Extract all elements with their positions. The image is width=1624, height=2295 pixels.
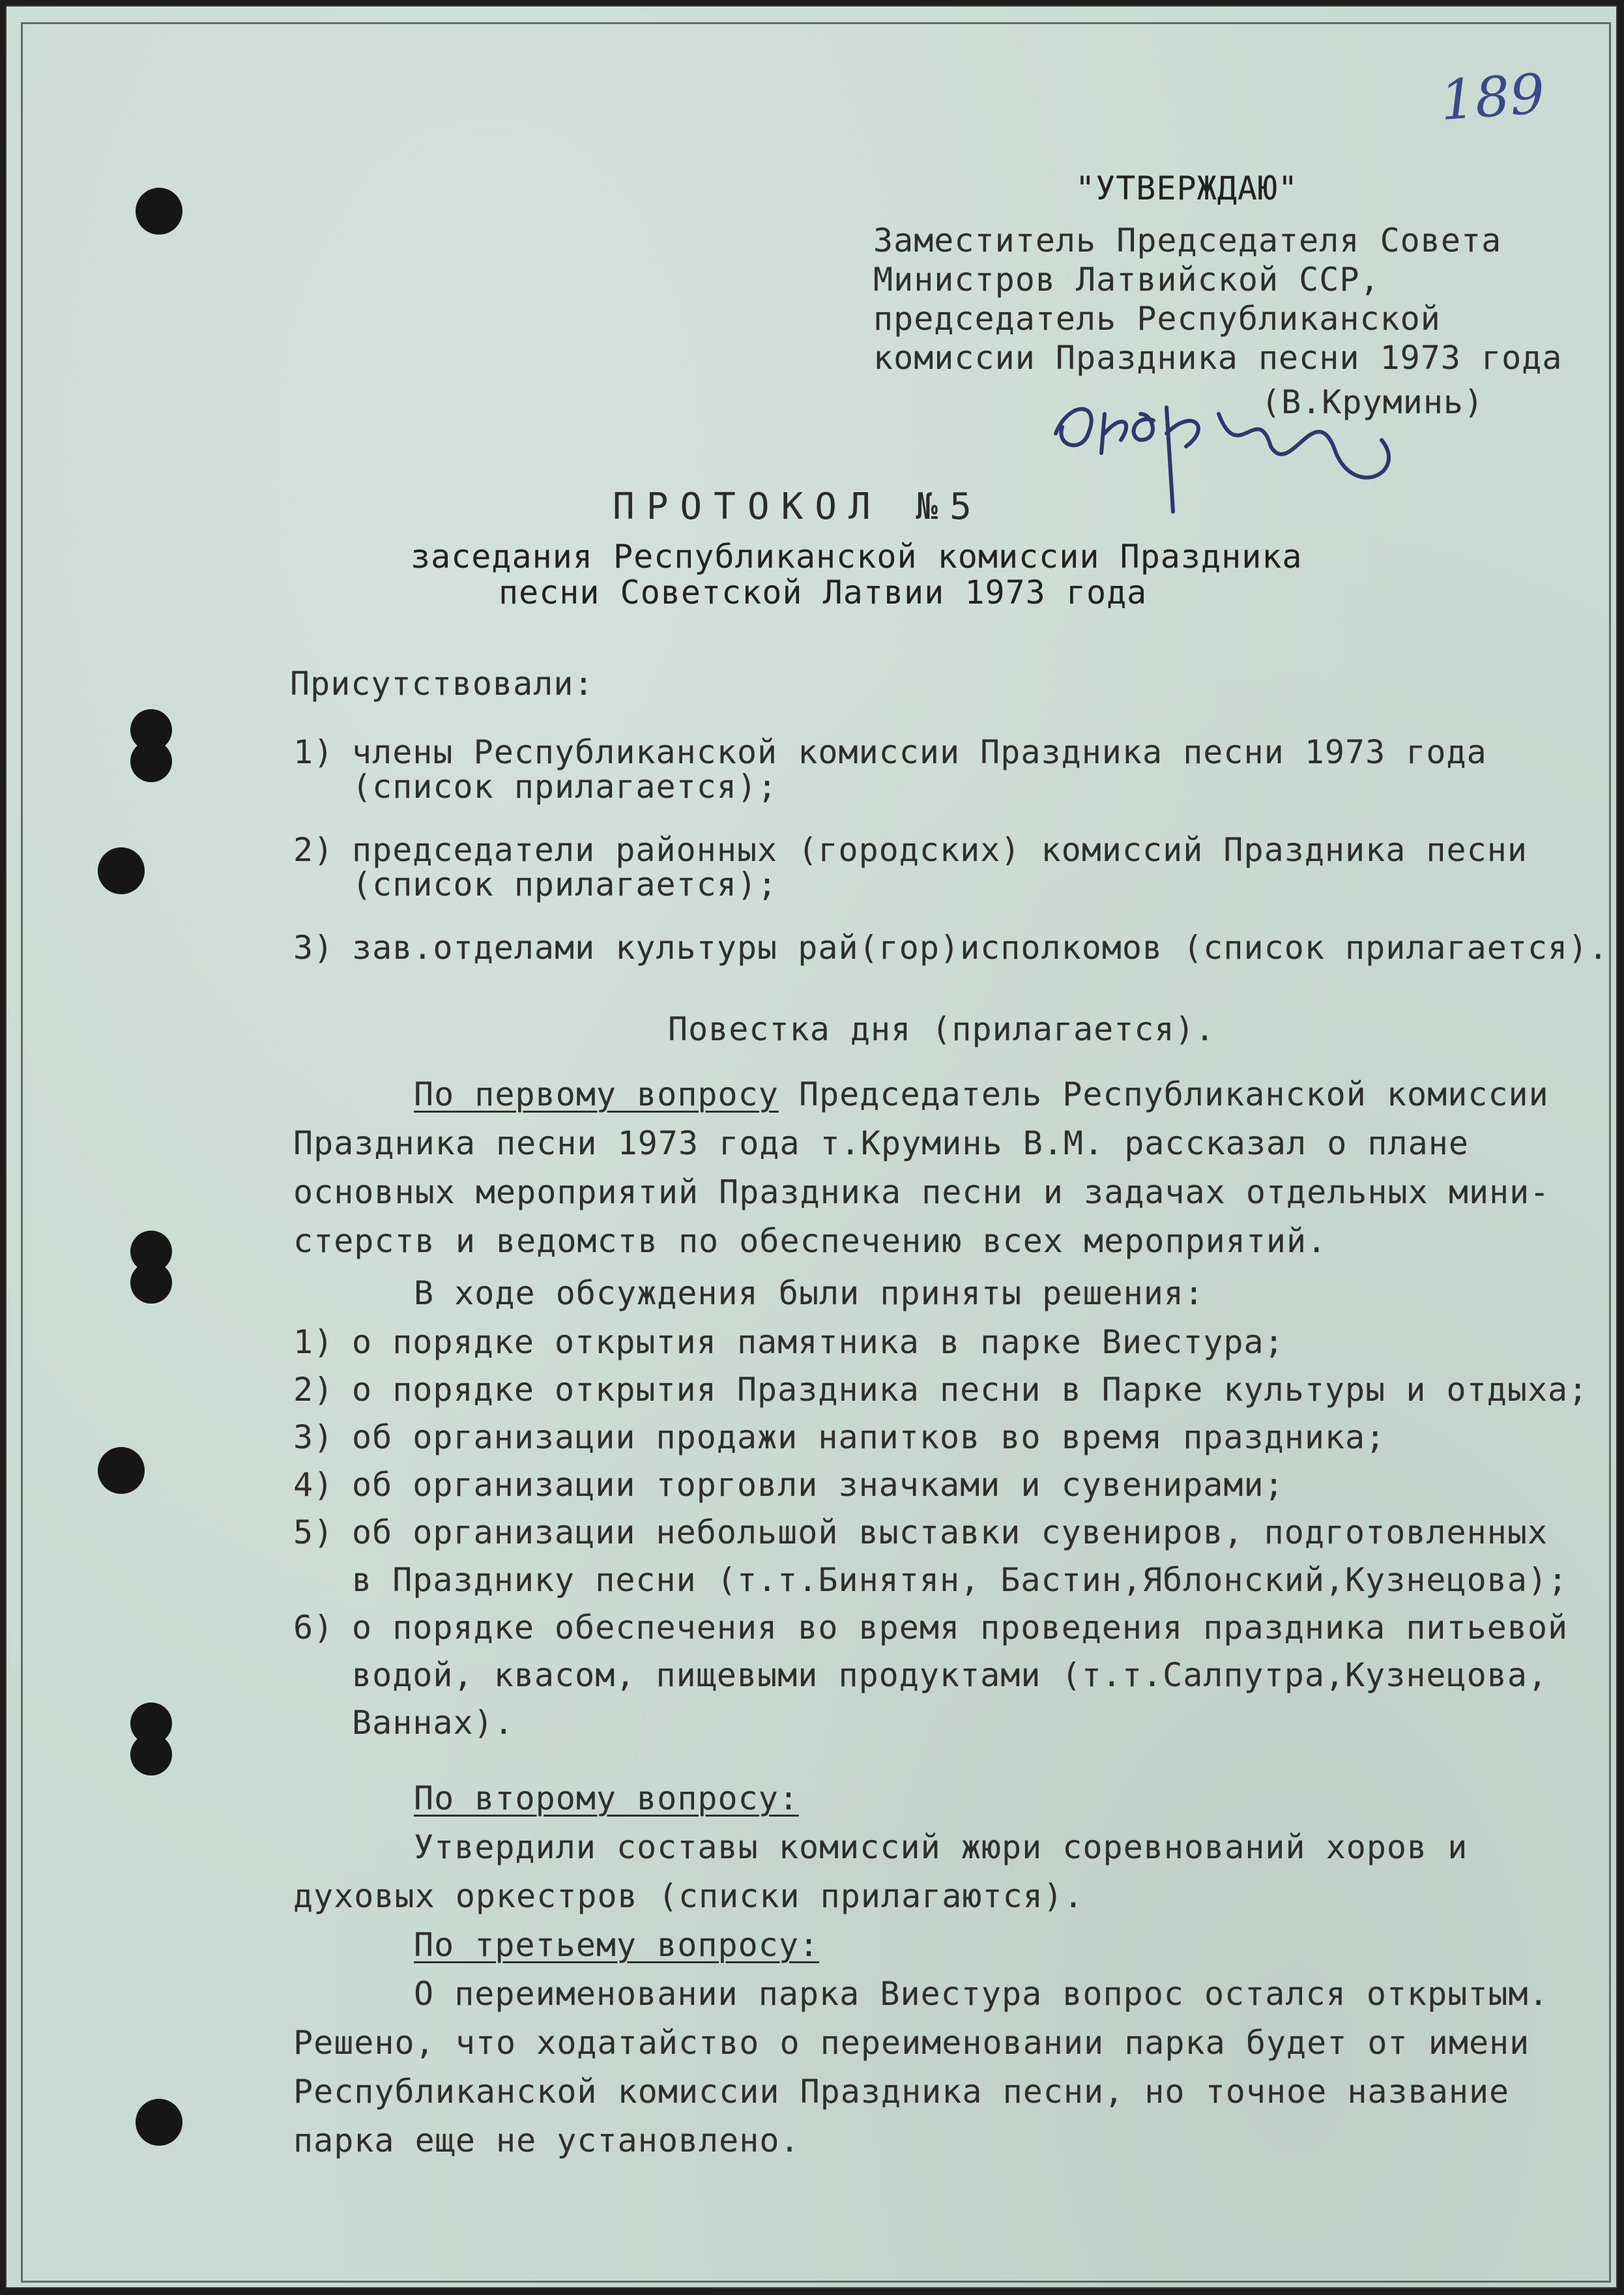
punch-hole	[130, 1262, 172, 1304]
agenda-line: Повестка дня (прилагается).	[668, 1010, 1215, 1048]
decision-number: 4)	[293, 1466, 334, 1504]
document-page	[5, 5, 1617, 2288]
q3-line: Республиканской комиссии Праздника песни, но точное название	[293, 2073, 1510, 2111]
punch-hole	[130, 740, 172, 782]
q3-heading: По третьему вопросу:	[414, 1926, 820, 1964]
decision-number: 3)	[293, 1418, 334, 1456]
document-title: ПРОТОКОЛ №5	[613, 486, 983, 528]
q3-line: парка еще не установлено.	[293, 2122, 800, 2159]
document-subtitle: песни Советской Латвии 1973 года	[499, 574, 1148, 611]
q2-line: Утвердили составы комиссий жюри соревнований хоров и	[414, 1828, 1468, 1866]
punch-hole	[98, 847, 145, 894]
punch-hole	[130, 1734, 172, 1776]
present-item-number: 3)	[293, 929, 334, 967]
approval-line: Министров Латвийской ССР,	[873, 261, 1380, 299]
q2-heading: По второму вопросу:	[414, 1779, 799, 1817]
decision-text: о порядке открытия Праздника песни в Парке культуры и отдыха;	[352, 1371, 1589, 1409]
document-subtitle: заседания Республиканской комиссии Праздника	[411, 538, 1303, 576]
q1-line: Праздника песни 1973 года т.Круминь В.М. рассказал о плане	[293, 1124, 1469, 1162]
present-item-text: члены Республиканской комиссии Праздника песни 1973 года	[352, 733, 1487, 771]
q2-line: духовых оркестров (списки прилагаются).	[293, 1877, 1084, 1915]
punch-hole	[98, 1447, 145, 1494]
q1-line-text: Председатель Республиканской комиссии	[778, 1075, 1549, 1113]
approval-line: председатель Республиканской	[873, 300, 1441, 338]
present-item-text: (список прилагается);	[352, 866, 778, 903]
q1-heading: По первому вопросу	[414, 1075, 779, 1113]
punch-hole	[136, 2099, 182, 2146]
q1-line: стерств и ведомств по обеспечению всех мероприятий.	[293, 1222, 1327, 1260]
decision-text: об организации небольшой выставки сувениров, подготовленных	[352, 1513, 1548, 1551]
present-item-number: 1)	[293, 733, 334, 771]
approval-line: Заместитель Председателя Совета	[873, 222, 1502, 259]
decision-number: 1)	[293, 1323, 334, 1361]
present-item-text: зав.отделами культуры рай(гор)исполкомов (список прилагается).	[352, 929, 1609, 967]
q3-line: Решено, что ходатайство о переименовании парка будет от имени	[293, 2024, 1530, 2062]
punch-hole	[136, 188, 182, 235]
present-heading: Присутствовали:	[290, 665, 594, 703]
decision-text: водой, квасом, пищевыми продуктами (т.т.Салпутра,Кузнецова,	[352, 1656, 1548, 1694]
decision-text: об организации торговли значками и сувенирами;	[352, 1466, 1284, 1504]
approval-line: комиссии Праздника песни 1973 года	[873, 339, 1563, 377]
signatory-name: (В.Круминь)	[1261, 383, 1485, 421]
decision-number: 2)	[293, 1371, 334, 1409]
decision-text: в Празднику песни (т.т.Бинятян, Бастин,Яблонский,Кузнецова);	[352, 1561, 1569, 1599]
decision-text: об организации продажи напитков во время праздника;	[352, 1418, 1386, 1456]
decision-text: о порядке обеспечения во время проведения праздника питьевой	[352, 1609, 1569, 1646]
q1-first-line	[414, 1075, 1549, 1113]
decision-number: 5)	[293, 1513, 334, 1551]
q1-decisions-intro: В ходе обсуждения были приняты решения:	[414, 1274, 1204, 1312]
q3-line: О переименовании парка Виестура вопрос остался открытым.	[414, 1975, 1549, 2013]
decision-text: Ваннах).	[352, 1704, 514, 1742]
present-item-text: (список прилагается);	[352, 768, 778, 806]
present-item-number: 2)	[293, 831, 334, 869]
page-number: 189	[1438, 61, 1547, 133]
decision-number: 6)	[293, 1609, 334, 1646]
approval-heading: "УТВЕРЖДАЮ"	[1075, 169, 1299, 207]
q1-line: основных мероприятий Праздника песни и задачах отдельных мини-	[293, 1173, 1550, 1211]
present-item-text: председатели районных (городских) комиссий Праздника песни	[352, 831, 1528, 869]
decision-text: о порядке открытия памятника в парке Виестура;	[352, 1323, 1284, 1361]
